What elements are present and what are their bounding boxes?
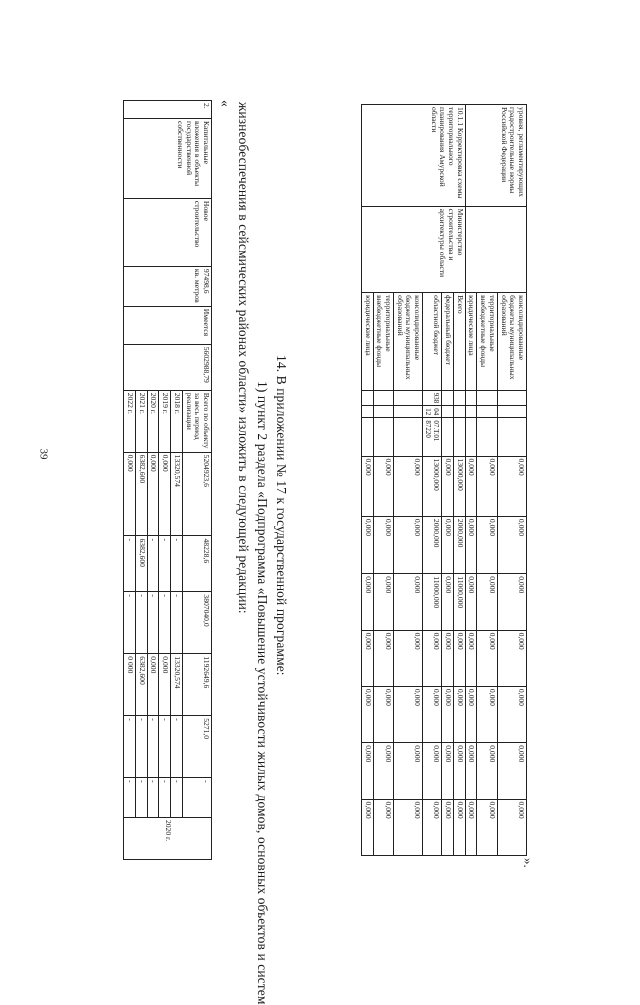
source-cell: территориальные внебюджетные фонды bbox=[477, 293, 497, 391]
empty-cell bbox=[465, 206, 526, 293]
value-cell: 0,000 bbox=[497, 743, 526, 799]
empty-cell bbox=[477, 406, 497, 418]
value-cell: 0,000 bbox=[361, 743, 373, 799]
year-label: 2018 г. bbox=[171, 390, 183, 452]
empty-cell bbox=[373, 406, 393, 418]
value-cell: 0,000 bbox=[147, 654, 159, 716]
value-cell: 0,000 bbox=[423, 630, 442, 686]
value-cell: 0,000 bbox=[361, 630, 373, 686]
paragraph-14: 14. В приложении № 17 к государственной программе: bbox=[274, 355, 289, 676]
value-cell: - bbox=[124, 536, 136, 592]
value-cell: 0,000 bbox=[465, 574, 477, 630]
value-cell: 0,000 bbox=[442, 686, 454, 742]
empty-cell bbox=[477, 418, 497, 456]
value-cell: 0,000 bbox=[497, 456, 526, 516]
value-cell: 0,000 bbox=[442, 743, 454, 799]
source-cell: юридические лица bbox=[361, 293, 373, 391]
value-cell: 0,000 bbox=[442, 574, 454, 630]
value-cell: 0,000 bbox=[465, 630, 477, 686]
value-cell: 0,000 bbox=[477, 574, 497, 630]
measure-name: Корректировка схемы территориального планирования Амурской области bbox=[429, 107, 465, 199]
value-cell: - bbox=[171, 536, 183, 592]
value-cell: 0,000 bbox=[361, 799, 373, 855]
source-cell: территориальные внебюджетные фонды bbox=[373, 293, 393, 391]
value-cell: 2000,000 bbox=[453, 516, 465, 573]
value-cell: 0,000 bbox=[497, 686, 526, 742]
value-cell: 0,000 bbox=[465, 743, 477, 799]
empty-cell bbox=[394, 390, 423, 406]
item-capacity: 97498,6 кв. метров bbox=[124, 266, 212, 306]
value-cell: 0,000 bbox=[442, 516, 454, 573]
table-row bbox=[182, 101, 211, 860]
page-number: 39 bbox=[37, 448, 50, 460]
table-row bbox=[497, 105, 526, 856]
empty-cell bbox=[477, 390, 497, 406]
value-cell: - bbox=[147, 716, 159, 778]
value-cell: 0,000 bbox=[394, 516, 423, 573]
source-cell: областной бюджет bbox=[423, 293, 442, 391]
empty-cell bbox=[497, 406, 526, 418]
empty-cell bbox=[442, 390, 454, 406]
value-cell: 0,000 bbox=[477, 630, 497, 686]
value-cell: 0,000 bbox=[477, 456, 497, 516]
value-cell: 13320,574 bbox=[171, 452, 183, 536]
year-label: 2022 г. bbox=[124, 390, 136, 452]
value-cell: 0,000 bbox=[442, 630, 454, 686]
value-cell: 0,000 bbox=[477, 743, 497, 799]
side-year: 2020 г. bbox=[124, 817, 212, 859]
value-cell: - bbox=[171, 778, 183, 818]
value-cell: 0,000 bbox=[442, 456, 454, 516]
value-cell: 3807040,0 bbox=[182, 592, 211, 654]
empty-cell bbox=[465, 406, 477, 418]
source-cell: консолидированные бюджеты муниципальных образований bbox=[394, 293, 423, 391]
value-cell: 0,000 bbox=[497, 630, 526, 686]
value-cell: - bbox=[147, 778, 159, 818]
value-cell: 0,000 bbox=[373, 686, 393, 742]
value-cell: 0,000 bbox=[465, 686, 477, 742]
value-cell: 0,000 bbox=[423, 799, 442, 855]
source-cell: Всего bbox=[453, 293, 465, 391]
value-cell: 11000,000 bbox=[423, 574, 442, 630]
item-name: Капитальные вложения в объекты государственной собственности bbox=[124, 118, 212, 198]
paragraph-item-1: 1) пункт 2 раздела «Подпрограмма «Повышение устойчивости жилых домов, основных объектов и систем bbox=[255, 381, 270, 1005]
value-cell: 0,000 bbox=[124, 452, 136, 536]
source-cell: юридические лица bbox=[465, 293, 477, 391]
value-cell: 1192649,6 bbox=[182, 654, 211, 716]
value-cell: - bbox=[171, 716, 183, 778]
item-cost: 5602988,79 bbox=[124, 344, 212, 390]
value-cell: - bbox=[124, 592, 136, 654]
value-cell: 0,000 bbox=[373, 630, 393, 686]
value-cell: 0,000 bbox=[423, 686, 442, 742]
empty-cell bbox=[394, 406, 423, 418]
value-cell: - bbox=[171, 592, 183, 654]
value-cell: 0,000 bbox=[423, 743, 442, 799]
value-cell: 0,000 bbox=[497, 574, 526, 630]
value-cell: 0,000 bbox=[361, 456, 373, 516]
rz-cell: 04 12 bbox=[423, 406, 442, 418]
value-cell: 0,000 bbox=[394, 686, 423, 742]
empty-cell bbox=[465, 418, 477, 456]
value-cell: 0,000 bbox=[373, 799, 393, 855]
objects-table bbox=[123, 100, 212, 860]
empty-cell bbox=[373, 418, 393, 456]
value-cell: 0,000 bbox=[453, 686, 465, 742]
opening-quote: « bbox=[218, 100, 233, 107]
value-cell: 6382,600 bbox=[135, 536, 147, 592]
value-cell: - bbox=[124, 778, 136, 818]
empty-cell bbox=[465, 390, 477, 406]
value-cell: - bbox=[147, 536, 159, 592]
value-cell: 0,000 bbox=[477, 799, 497, 855]
value-cell: 0,000 bbox=[465, 456, 477, 516]
empty-cell bbox=[442, 418, 454, 456]
value-cell: - bbox=[135, 592, 147, 654]
funding-table-top bbox=[361, 104, 527, 856]
value-cell: 0,000 bbox=[394, 574, 423, 630]
value-cell: 0,000 bbox=[159, 452, 171, 536]
value-cell: 0,000 bbox=[394, 630, 423, 686]
value-cell: - bbox=[182, 778, 211, 818]
item-number: 2. bbox=[124, 101, 212, 119]
source-cell: федеральный бюджет bbox=[442, 293, 454, 391]
value-cell: 0,000 bbox=[442, 799, 454, 855]
value-cell: 0,000 bbox=[394, 456, 423, 516]
value-cell: 48228,6 bbox=[182, 536, 211, 592]
measure-number: 10.1.1 bbox=[455, 107, 465, 126]
value-cell: 6382,600 bbox=[135, 452, 147, 536]
value-cell: 13000,000 bbox=[423, 456, 442, 516]
value-cell: 5204923,6 bbox=[182, 452, 211, 536]
value-cell: - bbox=[124, 716, 136, 778]
value-cell: 0,000 bbox=[361, 686, 373, 742]
empty-cell bbox=[497, 390, 526, 406]
executor-cell: Министерство строительства и архитектуры области bbox=[361, 206, 465, 293]
value-cell: 0,000 bbox=[477, 516, 497, 573]
value-cell: 0,000 bbox=[373, 743, 393, 799]
value-cell: - bbox=[159, 716, 171, 778]
value-cell: 0,000 bbox=[159, 654, 171, 716]
value-cell: 0,000 bbox=[477, 686, 497, 742]
value-cell: 0,000 bbox=[465, 799, 477, 855]
value-cell: 0,000 bbox=[147, 452, 159, 536]
value-cell: 2000,000 bbox=[423, 516, 442, 573]
value-cell: - bbox=[135, 778, 147, 818]
value-cell: 13000,000 bbox=[453, 456, 465, 516]
year-label: 2021 г. bbox=[135, 390, 147, 452]
value-cell: - bbox=[159, 592, 171, 654]
value-cell: 0,000 bbox=[453, 743, 465, 799]
empty-cell bbox=[497, 418, 526, 456]
csr-cell: 07.Т.01 87220 bbox=[423, 418, 442, 456]
value-cell: 0,000 bbox=[465, 516, 477, 573]
value-cell: 0,000 bbox=[453, 630, 465, 686]
value-cell: 0,000 bbox=[394, 799, 423, 855]
value-cell: 0,000 bbox=[497, 799, 526, 855]
empty-cell bbox=[361, 418, 373, 456]
year-label: 2019 г. bbox=[159, 390, 171, 452]
item-has: Имеется bbox=[124, 306, 212, 344]
empty-cell bbox=[361, 406, 373, 418]
value-cell: 0,000 bbox=[497, 516, 526, 573]
value-cell: 5271,0 bbox=[182, 716, 211, 778]
paragraph-item-1-cont: жизнеобеспечения в сейсмических районах области» изложить в следующей редакции: bbox=[236, 102, 251, 614]
value-cell: 0,000 bbox=[394, 743, 423, 799]
value-cell: - bbox=[159, 536, 171, 592]
empty-cell bbox=[453, 406, 465, 418]
item-type: Новое строительство bbox=[124, 198, 212, 266]
value-cell: 13320,574 bbox=[171, 654, 183, 716]
empty-cell bbox=[453, 390, 465, 406]
closing-quote: ». bbox=[521, 858, 536, 868]
empty-cell bbox=[453, 418, 465, 456]
value-cell: 0,000 bbox=[361, 516, 373, 573]
value-cell: - bbox=[147, 592, 159, 654]
regulation-cell: уровня, регламентирующих градостроительные нормы Российской Федерации bbox=[465, 105, 526, 207]
empty-cell bbox=[394, 418, 423, 456]
value-cell: 0,000 bbox=[373, 516, 393, 573]
value-cell: 0,000 bbox=[373, 574, 393, 630]
measure-cell bbox=[361, 105, 465, 207]
table-row bbox=[453, 105, 465, 856]
empty-cell bbox=[361, 390, 373, 406]
source-cell: консолидированные бюджеты муниципальных образований bbox=[497, 293, 526, 391]
year-label: 2020 г. bbox=[147, 390, 159, 452]
value-cell: - bbox=[159, 778, 171, 818]
value-cell: 0,000 bbox=[361, 574, 373, 630]
value-cell: 0,000 bbox=[373, 456, 393, 516]
empty-cell bbox=[373, 390, 393, 406]
value-cell: - bbox=[135, 716, 147, 778]
grbs-cell: 938 bbox=[423, 390, 442, 406]
value-cell: 0 000 bbox=[124, 654, 136, 716]
empty-cell bbox=[442, 406, 454, 418]
value-cell: 6382,600 bbox=[135, 654, 147, 716]
total-label: Всего по объекту за весь период реализации bbox=[182, 390, 211, 452]
value-cell: 11000,000 bbox=[453, 574, 465, 630]
value-cell: 0,000 bbox=[453, 799, 465, 855]
